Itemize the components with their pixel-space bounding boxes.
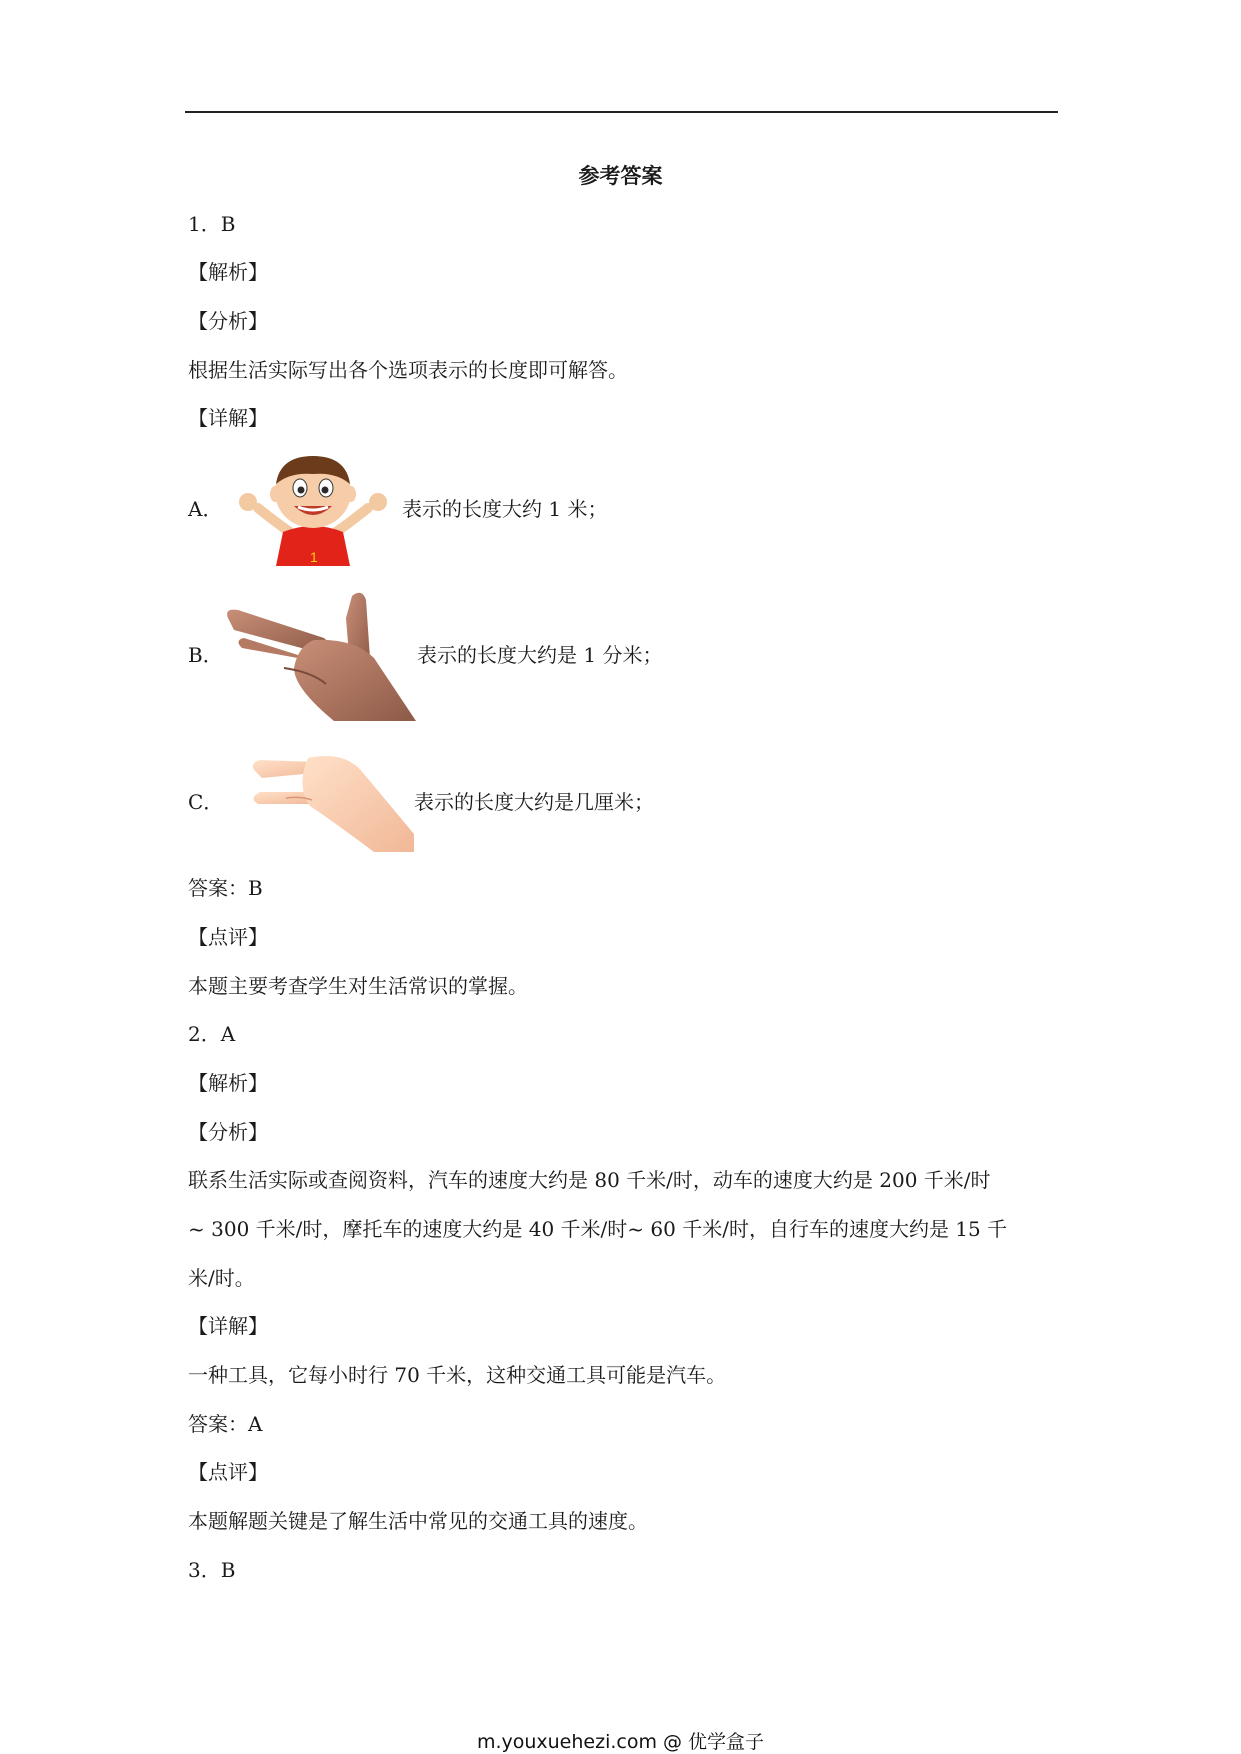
q3-answer: 3．B (188, 1558, 236, 1582)
q2-final-answer: 答案：A (188, 1412, 263, 1436)
option-b-label: B． (188, 643, 223, 667)
q2-analysis-line-1: 联系生活实际或查阅资料，汽车的速度大约是 80 千米/时，动车的速度大约是 200 千米/时 (188, 1168, 991, 1192)
q2-analysis-line-2: ~ 300 千米/时，摩托车的速度大约是 40 千米/时~ 60 千米/时，自行车的速度大约是 15 千 (188, 1217, 1008, 1241)
q1-comment: 本题主要考查学生对生活常识的掌握。 (188, 974, 528, 998)
q2-comment: 本题解题关键是了解生活中常见的交通工具的速度。 (188, 1509, 648, 1533)
q1-analysis: 根据生活实际写出各个选项表示的长度即可解答。 (188, 358, 628, 382)
page-title: 参考答案 (578, 164, 663, 188)
q2-answer: 2．A (188, 1022, 236, 1046)
q1-jiexi-heading: 【解析】 (188, 260, 268, 284)
q2-fenxi-heading: 【分析】 (188, 1120, 268, 1144)
option-c-label: C． (188, 790, 224, 814)
q1-final-answer: 答案：B (188, 876, 263, 900)
q2-dianping-heading: 【点评】 (188, 1460, 268, 1484)
option-c-text: 表示的长度大约是几厘米； (414, 790, 654, 814)
option-b-text: 表示的长度大约是 1 分米； (417, 643, 663, 667)
q2-jiexi-heading: 【解析】 (188, 1071, 268, 1095)
q1-dianping-heading: 【点评】 (188, 925, 268, 949)
header-rule (185, 111, 1058, 113)
q2-analysis-line-3: 米/时。 (188, 1266, 255, 1290)
svg-text:1: 1 (310, 549, 318, 565)
q1-answer: 1．B (188, 212, 236, 236)
q1-xiangjie-heading: 【详解】 (188, 406, 268, 430)
q2-xiangjie-heading: 【详解】 (188, 1314, 268, 1338)
option-a-label: A． (188, 497, 223, 521)
q1-fenxi-heading: 【分析】 (188, 309, 268, 333)
option-a-text: 表示的长度大约 1 米； (402, 497, 608, 521)
q2-detail: 一种工具，它每小时行 70 千米，这种交通工具可能是汽车。 (188, 1363, 727, 1387)
boy-arms-spread-image (228, 450, 398, 566)
footer-watermark: m.youxuehezi.com @ 优学盒子 (476, 1731, 765, 1753)
pinch-fingers-image (246, 752, 414, 852)
hand-span-image (224, 588, 416, 721)
